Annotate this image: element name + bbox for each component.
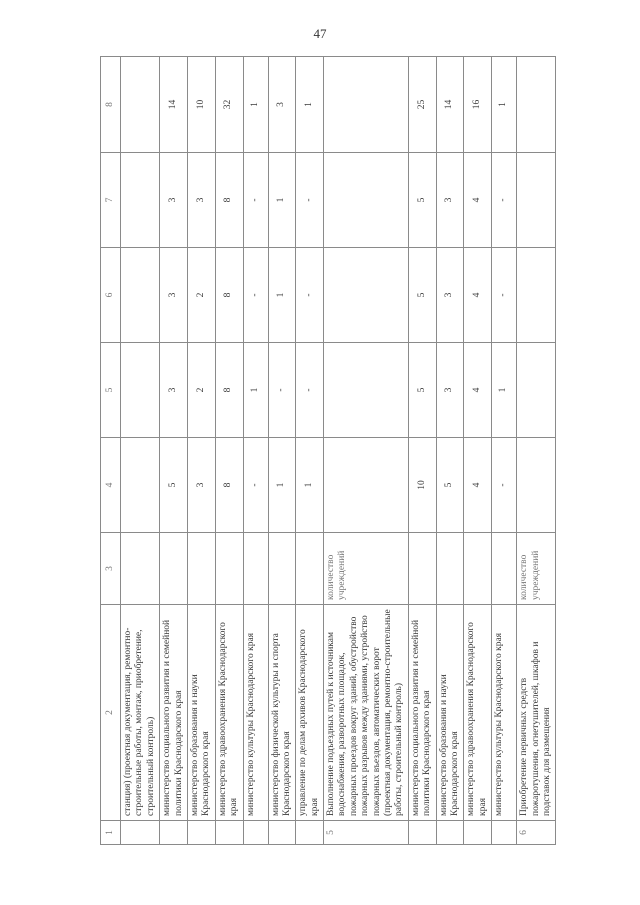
header-cell-6: 6: [101, 248, 121, 343]
program-table: [100, 56, 556, 845]
table-row: [464, 57, 492, 845]
value-col4-cell: 4: [464, 438, 492, 533]
header-cell-1: 1: [101, 821, 121, 845]
row-unit-cell: [296, 533, 324, 605]
value-col7-cell: [324, 153, 409, 248]
row-unit-cell: [243, 533, 268, 605]
value-col5-cell: 3: [436, 343, 464, 438]
row-unit-cell: количество учреждений: [324, 533, 409, 605]
rotated-table-area: [100, 57, 552, 845]
value-col4-cell: [517, 438, 556, 533]
row-unit-cell: [121, 533, 160, 605]
row-unit-cell: [215, 533, 243, 605]
row-number-cell: [187, 821, 215, 845]
row-unit-cell: [436, 533, 464, 605]
table-row: [215, 57, 243, 845]
value-col8-cell: [517, 57, 556, 153]
value-col5-cell: [121, 343, 160, 438]
value-col4-cell: [121, 438, 160, 533]
row-number-cell: [268, 821, 296, 845]
row-unit-cell: [160, 533, 188, 605]
table-row: [243, 57, 268, 845]
value-col4-cell: -: [492, 438, 517, 533]
value-col6-cell: 4: [464, 248, 492, 343]
row-number-cell: [243, 821, 268, 845]
row-number-cell: [160, 821, 188, 845]
row-unit-cell: [408, 533, 436, 605]
header-cell-3: 3: [101, 533, 121, 605]
value-col7-cell: -: [492, 153, 517, 248]
row-unit-cell: [268, 533, 296, 605]
value-col5-cell: -: [268, 343, 296, 438]
value-col4-cell: 8: [215, 438, 243, 533]
value-col4-cell: 5: [160, 438, 188, 533]
row-name-cell: министерство физической культуры и спорта Краснодарского края: [268, 605, 296, 821]
value-col7-cell: 8: [215, 153, 243, 248]
value-col7-cell: -: [296, 153, 324, 248]
value-col4-cell: 1: [296, 438, 324, 533]
row-number-cell: [408, 821, 436, 845]
table-row: [492, 57, 517, 845]
value-col7-cell: 3: [187, 153, 215, 248]
value-col5-cell: 3: [160, 343, 188, 438]
value-col5-cell: 5: [408, 343, 436, 438]
row-name-cell: министерство культуры Краснодарского края: [492, 605, 517, 821]
value-col4-cell: 5: [436, 438, 464, 533]
table-row: [187, 57, 215, 845]
row-number-cell: [464, 821, 492, 845]
value-col5-cell: [517, 343, 556, 438]
value-col8-cell: 10: [187, 57, 215, 153]
row-number-cell: [436, 821, 464, 845]
value-col7-cell: 3: [436, 153, 464, 248]
row-name-cell: министерство социального развития и семейной политики Краснодарского края: [160, 605, 188, 821]
value-col8-cell: [324, 57, 409, 153]
value-col7-cell: 3: [160, 153, 188, 248]
value-col6-cell: [121, 248, 160, 343]
header-cell-5: 5: [101, 343, 121, 438]
value-col5-cell: 1: [243, 343, 268, 438]
row-name-cell: министерство образования и науки Краснодарского края: [187, 605, 215, 821]
table-row: [517, 57, 556, 845]
value-col4-cell: -: [243, 438, 268, 533]
table-header-row: [101, 57, 121, 845]
value-col8-cell: 32: [215, 57, 243, 153]
row-name-cell: министерство культуры Краснодарского края: [243, 605, 268, 821]
value-col7-cell: 4: [464, 153, 492, 248]
row-number-cell: 5: [324, 821, 409, 845]
row-number-cell: [121, 821, 160, 845]
table-row: [268, 57, 296, 845]
header-cell-7: 7: [101, 153, 121, 248]
value-col6-cell: -: [243, 248, 268, 343]
table-row: [296, 57, 324, 845]
table-row: [408, 57, 436, 845]
row-unit-cell: [492, 533, 517, 605]
value-col5-cell: 4: [464, 343, 492, 438]
value-col6-cell: [517, 248, 556, 343]
value-col6-cell: 8: [215, 248, 243, 343]
value-col4-cell: 3: [187, 438, 215, 533]
row-name-cell: министерство здравоохранения Краснодарского края: [215, 605, 243, 821]
value-col5-cell: [324, 343, 409, 438]
value-col8-cell: 14: [436, 57, 464, 153]
row-name-cell: министерство здравоохранения Краснодарского края: [464, 605, 492, 821]
value-col5-cell: 2: [187, 343, 215, 438]
value-col8-cell: 1: [492, 57, 517, 153]
row-name-cell: станция) (проектная документация, ремонтно-строительные работы, монтаж, приобретение, строительный контроль): [121, 605, 160, 821]
row-name-cell: министерство социального развития и семейной политики Краснодарского края: [408, 605, 436, 821]
row-number-cell: [296, 821, 324, 845]
row-unit-cell: [187, 533, 215, 605]
value-col7-cell: [121, 153, 160, 248]
value-col6-cell: 3: [436, 248, 464, 343]
header-cell-8: 8: [101, 57, 121, 153]
value-col7-cell: 5: [408, 153, 436, 248]
row-number-cell: 6: [517, 821, 556, 845]
row-name-cell: управление по делам архивов Краснодарского края: [296, 605, 324, 821]
value-col4-cell: 1: [268, 438, 296, 533]
value-col8-cell: 1: [296, 57, 324, 153]
table-row: [324, 57, 409, 845]
row-name-cell: Выполнение подъездных путей к источникам водоснабжения, разворотных площадок, пожарных проездов вокруг зданий, обустройство пожарных разрывов между зданиями, устройство пожарных въездов, автоматических ворот (проектная документация, ремонтно-строительные работы, строительный контроль): [324, 605, 409, 821]
value-col4-cell: 10: [408, 438, 436, 533]
table-row: [121, 57, 160, 845]
value-col7-cell: -: [243, 153, 268, 248]
table-row: [436, 57, 464, 845]
header-cell-2: 2: [101, 605, 121, 821]
value-col7-cell: 1: [268, 153, 296, 248]
value-col5-cell: 1: [492, 343, 517, 438]
row-number-cell: [492, 821, 517, 845]
table-row: [160, 57, 188, 845]
value-col6-cell: [324, 248, 409, 343]
value-col8-cell: [121, 57, 160, 153]
value-col6-cell: 3: [160, 248, 188, 343]
value-col8-cell: 16: [464, 57, 492, 153]
value-col8-cell: 14: [160, 57, 188, 153]
row-name-cell: министерство образования и науки Краснодарского края: [436, 605, 464, 821]
row-unit-cell: [464, 533, 492, 605]
value-col4-cell: [324, 438, 409, 533]
value-col5-cell: -: [296, 343, 324, 438]
row-name-cell: Приобретение первичных средств пожаротушения, огнетушителей, шкафов и подставок для размещения: [517, 605, 556, 821]
value-col8-cell: 3: [268, 57, 296, 153]
value-col6-cell: 5: [408, 248, 436, 343]
value-col6-cell: 1: [268, 248, 296, 343]
value-col6-cell: 2: [187, 248, 215, 343]
value-col7-cell: [517, 153, 556, 248]
header-cell-4: 4: [101, 438, 121, 533]
value-col6-cell: -: [492, 248, 517, 343]
value-col8-cell: 1: [243, 57, 268, 153]
value-col8-cell: 25: [408, 57, 436, 153]
value-col5-cell: 8: [215, 343, 243, 438]
row-number-cell: [215, 821, 243, 845]
row-unit-cell: количество учреждений: [517, 533, 556, 605]
page-number: 47: [313, 26, 327, 41]
value-col6-cell: -: [296, 248, 324, 343]
